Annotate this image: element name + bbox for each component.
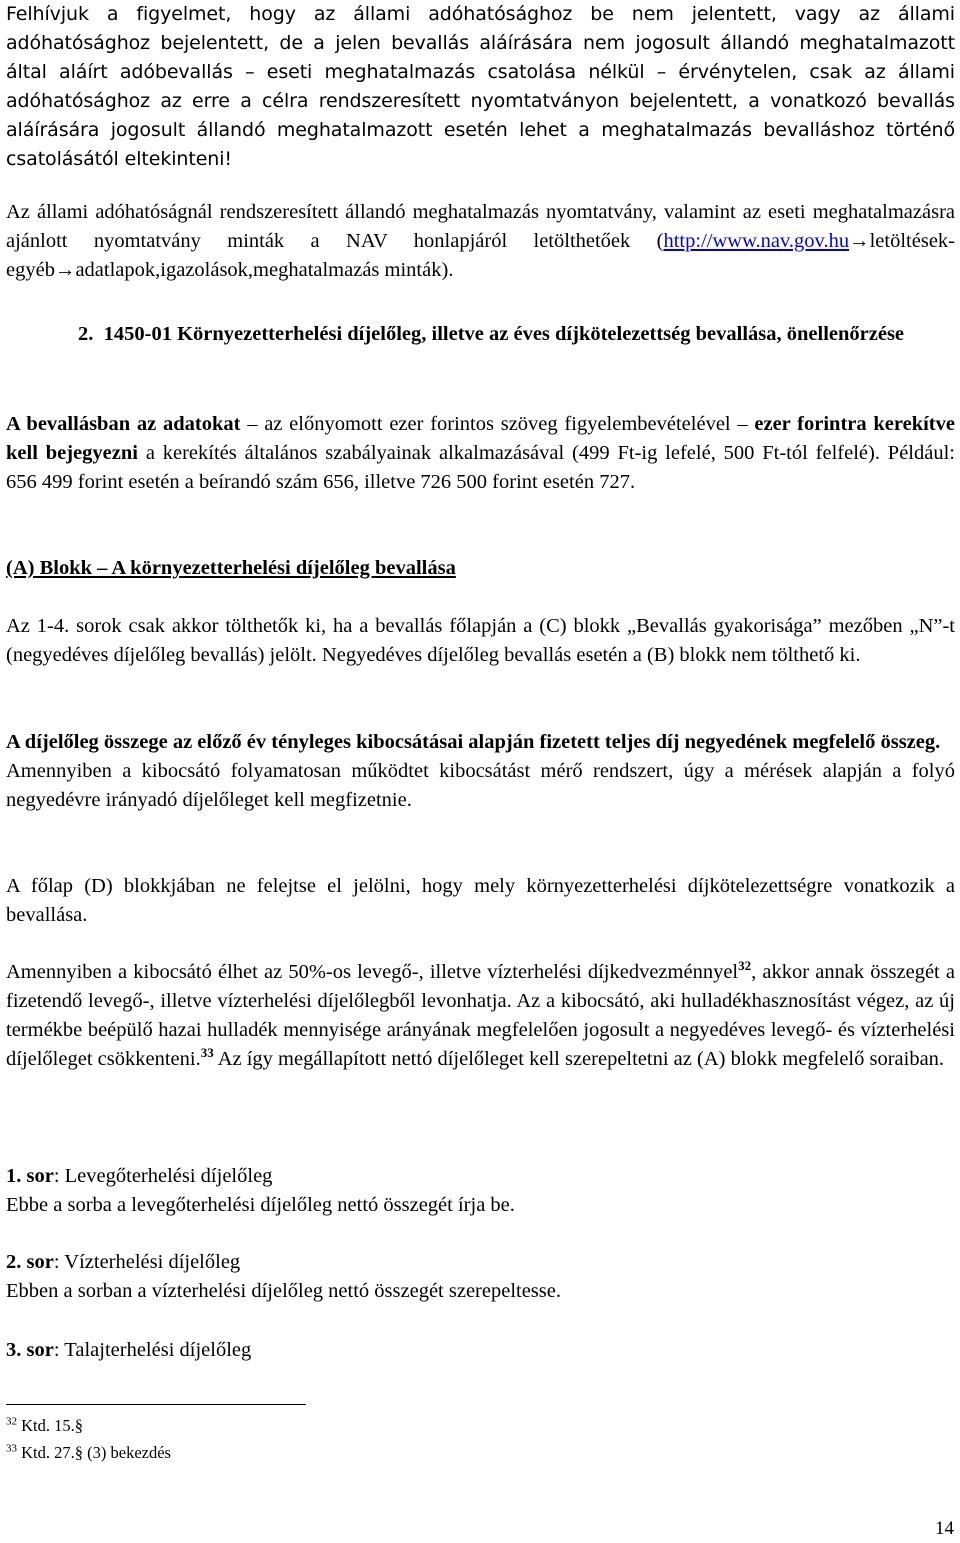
row-3-description: 3. sor: Talajterhelési díjelőleg: [6, 1339, 252, 1361]
footnote-32: $^{32}$ Ktd. 15.§: [6, 1415, 83, 1435]
block-d-reminder: A főlap (D) blokkjában ne felejtse el jelölni, hogy mely környezetterhelési díjkötelezettségre vonatkozik a bevallása.: [6, 875, 955, 926]
footnote-33: $^{33}$ Ktd. 27.§ (3) bekezdés: [6, 1442, 171, 1462]
section-number: 2.: [78, 323, 94, 345]
footnote-divider: [6, 1404, 306, 1405]
section-heading: [6, 320, 955, 349]
discount-paragraph: Amennyiben a kibocsátó élhet az 50%-os levegő-, illetve vízterhelési díjkedvezménnyel$^{32}$, akkor annak összegét a fizetendő levegő-, illetve vízterhelési díjelőlegből levonhatja. Az a kibocsátó, aki hulladékhasznosítást végez, az új termékbe beépülő hazai hulladék mennyisége arányának megfelelően jogosult a negyedéves levegő- és vízterhelési díjelőleget csökkenteni.$^{33}$ Az így megállapított nettó díjelőleget kell szerepeltetni az (A) blokk megfelelő soraiban.: [6, 958, 956, 1070]
download-info-paragraph: Az állami adóhatóságnál rendszeresített állandó meghatalmazás nyomtatvány, valamint az eseti meghatalmazásra ajánlott nyomtatvány minták a NAV honlapjáról letölthetőek (http://www.nav.gov.hu→letöltések-egyéb→adatlapok,igazolások,meghatalmazás minták).: [6, 201, 955, 281]
advance-amount-paragraph: A díjelőleg összege az előző év tényleges kibocsátásai alapján fizetett teljes díj negyedének megfelelő összeg. Amennyiben a kibocsátó folyamatosan működtet kibocsátást mérő rendszert, úgy a mérések alapján a folyó negyedévre irányadó díjelőleget kell megfizetnie.: [6, 731, 955, 811]
nav-website-link[interactable]: http://www.nav.gov.hu: [663, 230, 850, 252]
footnote-ref-33[interactable]: 33: [200, 1045, 214, 1061]
row-2-description: 2. sor: Vízterhelési díjelőleg Ebben a sorban a vízterhelési díjelőleg nettó összegét szerepeltesse.: [6, 1251, 561, 1302]
section-title: 1450-01 Környezetterhelési díjelőleg, illetve az éves díjkötelezettség bevallása, önellenőrzése: [103, 323, 905, 345]
row-1-description: 1. sor: Levegőterhelési díjelőleg Ebbe a sorba a levegőterhelési díjelőleg nettó összegét írja be.: [6, 1165, 515, 1216]
notice-paragraph: Felhívjuk a figyelmet, hogy az állami adóhatósághoz be nem jelentett, vagy az állami adóhatósághoz bejelentett, de a jelen bevallás aláírására nem jogosult állandó meghatalmazott által aláírt adóbevallás – eseti meghatalmazás csatolása nélkül – érvénytelen, csak az állami adóhatósághoz az erre a célra rendszeresített nyomtatványon bejelentett, a vonatkozó bevallás aláírására jogosult állandó meghatalmazott esetén lehet a meghatalmazás bevalláshoz történő csatolásától eltekinteni!: [6, 3, 955, 170]
page-number: 14: [935, 1518, 954, 1539]
block-a-title: (A) Blokk – A környezetterhelési díjelőleg bevallása: [6, 557, 456, 579]
footnote-ref-32[interactable]: 32: [738, 958, 752, 974]
rows-fill-condition: Az 1-4. sorok csak akkor tölthetők ki, ha a bevallás főlapján a (C) blokk „Bevallás gyakorisága” mezőben „N”-t (negyedéves díjelőleg bevallás) jelölt. Negyedéves díjelőleg bevallás esetén a (B) blokk nem tölthető ki.: [6, 615, 955, 666]
rounding-rule-paragraph: A bevallásban az adatokat – az előnyomott ezer forintos szöveg figyelembevételével – ezer forintra kerekítve kell bejegyezni a kerekítés általános szabályainak alkalmazásával (499 Ft-ig lefelé, 500 Ft-tól felfelé). Például: 656 499 forint esetén a beírandó szám 656, illetve 726 500 forint esetén 727.: [6, 413, 955, 493]
